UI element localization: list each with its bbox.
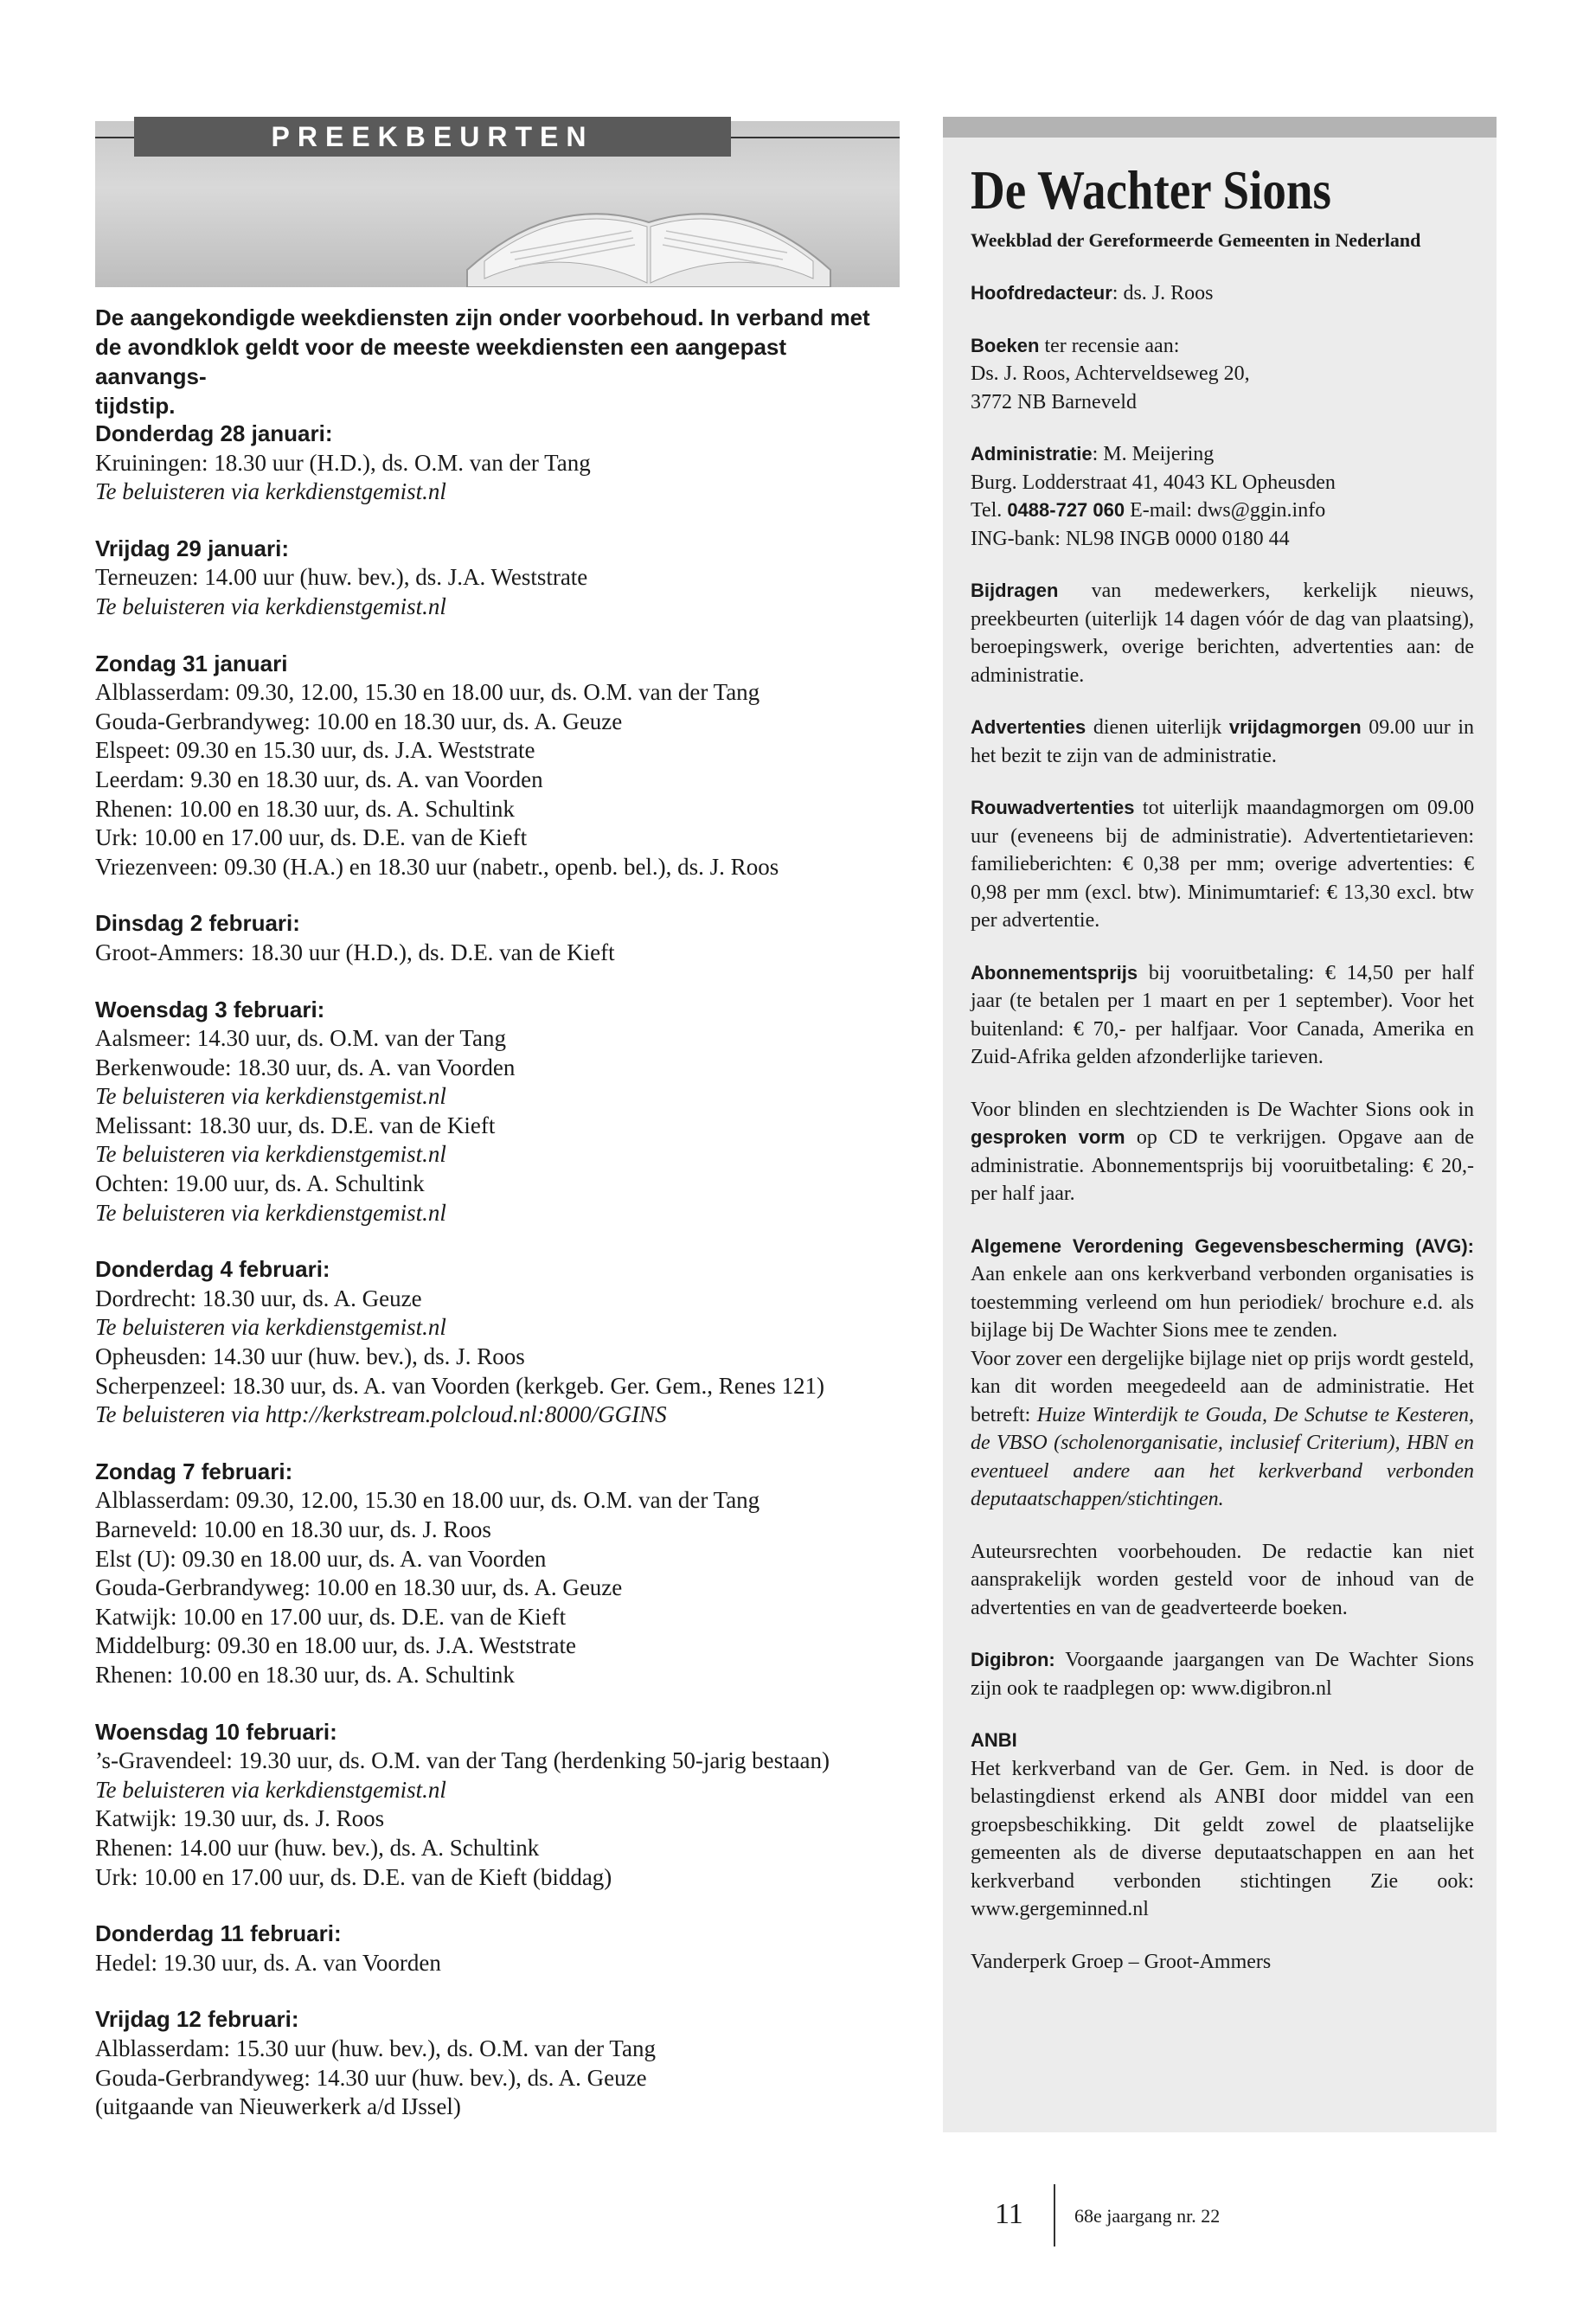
service-line: Berkenwoude: 18.30 uur, ds. A. van Voorden: [95, 1054, 516, 1080]
open-book-icon: [450, 140, 848, 287]
anbi: ANBI Het kerkverband van de Ger. Gem. in Ned. is door de belastingdienst erkend als ANBI door middel van een groepsbeschikking. Dit geldt zowel de plaatselijke gemeenten als de diverse deputaatschappen en aan het kerkverband verbonden stichtingen Zie ook: www.gergeminned.nl: [971, 1729, 1474, 1920]
section-title: PREEKBEURTEN: [134, 117, 731, 157]
service-day: [95, 420, 926, 507]
service-line: Rhenen: 10.00 en 18.30 uur, ds. A. Schultink: [95, 1661, 515, 1688]
broadcast-note: Te beluisteren via kerkdienstgemist.nl: [95, 1141, 446, 1168]
day-title: Donderdag 28 januari:: [95, 420, 333, 446]
colophon-top-bar: [943, 117, 1497, 138]
broadcast-note: Te beluisteren via kerkdienstgemist.nl: [95, 1314, 446, 1341]
broadcast-note: Te beluisteren via kerkdienstgemist.nl: [95, 1199, 446, 1226]
administratie: Administratie: M. Meijering Burg. Lodderstraat 41, 4043 KL Opheusden Tel. 0488-727 060 E-mail: dws@ggin.info ING-bank: NL98 INGB 0000 0180 44: [971, 443, 1336, 550]
day-title: Dinsdag 2 februari:: [95, 910, 300, 937]
day-title: Donderdag 4 februari:: [95, 1256, 330, 1283]
service-line: Alblasserdam: 15.30 uur (huw. bev.), ds. O.M. van der Tang: [95, 2035, 656, 2061]
service-line: Alblasserdam: 09.30, 12.00, 15.30 en 18.00 uur, ds. O.M. van der Tang: [95, 1487, 760, 1514]
service-line: Groot-Ammers: 18.30 uur (H.D.), ds. D.E. van de Kieft: [95, 939, 615, 965]
broadcast-note: Te beluisteren via kerkdienstgemist.nl: [95, 593, 446, 619]
service-line: Alblasserdam: 09.30, 12.00, 15.30 en 18.00 uur, ds. O.M. van der Tang: [95, 679, 760, 706]
auteursrecht: Auteursrechten voorbehouden. De redactie kan niet aansprakelijk worden gesteld voor de inhoud van de advertenties en van de geadverteerde boeken.: [971, 1540, 1474, 1619]
service-line: Gouda-Gerbrandyweg: 14.30 uur (huw. bev.), ds. A. Geuze: [95, 2064, 647, 2091]
page-number: 11: [995, 2198, 1023, 2230]
service-schedule: [95, 420, 926, 2150]
rouwadvertenties: Rouwadvertenties tot uiterlijk maandagmorgen om 09.00 uur (eveneens bij de administratie). Advertentietarieven: familieberichten: € 0,38 per mm; overige advertenties: € 0,98 per mm (excl. btw). Minimumtarief: € 13,30 excl. btw per advertentie.: [971, 797, 1474, 932]
service-day: [95, 650, 926, 882]
intro-text: [95, 303, 900, 420]
broadcast-note: Te beluisteren via kerkdienstgemist.nl: [95, 1083, 446, 1110]
day-title: Zondag 31 januari: [95, 650, 288, 676]
day-title: Zondag 7 februari:: [95, 1458, 293, 1484]
hoofdredacteur: Hoofdredacteur: ds. J. Roos: [971, 282, 1214, 304]
service-line: Rhenen: 10.00 en 18.30 uur, ds. A. Schultink: [95, 795, 515, 822]
service-line: Dordrecht: 18.30 uur, ds. A. Geuze: [95, 1285, 422, 1311]
service-line: Middelburg: 09.30 en 18.00 uur, ds. J.A. Weststrate: [95, 1632, 576, 1659]
masthead-subtitle: Weekblad der Gereformeerde Gemeenten in Nederland: [971, 229, 1421, 251]
advertenties: Advertenties dienen uiterlijk vrijdagmorgen 09.00 uur in het bezit te zijn van de administratie.: [971, 716, 1474, 767]
service-day: [95, 1718, 926, 1893]
service-line: Kruiningen: 18.30 uur (H.D.), ds. O.M. van der Tang: [95, 449, 591, 476]
bijdragen: Bijdragen van medewerkers, kerkelijk nieuws, preekbeurten (uiterlijk 14 dagen vóór de dag van plaatsing), beroepingswerk, overige berichten, advertenties aan: de administratie.: [971, 580, 1474, 687]
day-title: Vrijdag 29 januari:: [95, 535, 289, 561]
service-day: [95, 1920, 926, 1977]
day-title: Donderdag 11 februari:: [95, 1920, 342, 1947]
issue-label: 68e jaargang nr. 22: [1074, 2205, 1221, 2227]
service-line: Rhenen: 14.00 uur (huw. bev.), ds. A. Schultink: [95, 1834, 540, 1861]
drukker: Vanderperk Groep – Groot-Ammers: [971, 1950, 1272, 1973]
service-line: ’s-Gravendeel: 19.30 uur, ds. O.M. van der Tang (herdenking 50-jarig bestaan): [95, 1747, 830, 1774]
service-line: Gouda-Gerbrandyweg: 10.00 en 18.30 uur, ds. A. Geuze: [95, 1574, 623, 1601]
intro-line: tijdstip.: [95, 393, 176, 419]
colophon-panel: [943, 117, 1497, 2132]
day-title: Woensdag 3 februari:: [95, 996, 325, 1022]
intro-line: De aangekondigde weekdiensten zijn onder voorbehoud. In verband met: [95, 304, 870, 330]
service-day: [95, 996, 926, 1228]
footer-divider: [1054, 2184, 1055, 2247]
service-line: Gouda-Gerbrandyweg: 10.00 en 18.30 uur, ds. A. Geuze: [95, 708, 623, 734]
service-day: [95, 1458, 926, 1690]
service-line: Katwijk: 10.00 en 17.00 uur, ds. D.E. van de Kieft: [95, 1603, 567, 1630]
broadcast-note: Te beluisteren via kerkdienstgemist.nl: [95, 478, 446, 505]
service-line: Hedel: 19.30 uur, ds. A. van Voorden: [95, 1949, 441, 1976]
broadcast-note: Te beluisteren via kerkdienstgemist.nl: [95, 1776, 446, 1803]
service-line: Scherpenzeel: 18.30 uur, ds. A. van Voorden (kerkgeb. Ger. Gem., Renes 121): [95, 1372, 824, 1399]
service-line: Opheusden: 14.30 uur (huw. bev.), ds. J. Roos: [95, 1343, 525, 1370]
service-day: [95, 2005, 926, 2121]
service-line: Vriezenveen: 09.30 (H.A.) en 18.30 uur (nabetr., openb. bel.), ds. J. Roos: [95, 853, 779, 880]
service-line: Leerdam: 9.30 en 18.30 uur, ds. A. van Voorden: [95, 766, 543, 792]
page-footer: [0, 2184, 1596, 2253]
digibron: Digibron: Voorgaande jaargangen van De Wachter Sions zijn ook te raadplegen op: www.digibron.nl: [971, 1649, 1474, 1700]
service-day: [95, 909, 926, 967]
service-line: Ochten: 19.00 uur, ds. A. Schultink: [95, 1170, 425, 1197]
service-line: Aalsmeer: 14.30 uur, ds. O.M. van der Tang: [95, 1025, 506, 1052]
service-day: [95, 1255, 926, 1430]
service-line: Barneveld: 10.00 en 18.30 uur, ds. J. Roos: [95, 1516, 491, 1542]
service-line: Urk: 10.00 en 17.00 uur, ds. D.E. van de Kieft (biddag): [95, 1863, 612, 1890]
day-title: Woensdag 10 februari:: [95, 1718, 337, 1745]
broadcast-note: Te beluisteren via http://kerkstream.polcloud.nl:8000/GGINS: [95, 1401, 667, 1428]
service-line: Elspeet: 09.30 en 15.30 uur, ds. J.A. Weststrate: [95, 737, 535, 764]
service-line: (uitgaande van Nieuwerkerk a/d IJssel): [95, 2093, 461, 2120]
service-day: [95, 535, 926, 622]
intro-line: de avondklok geldt voor de meeste weekdiensten een aangepast aanvangs-: [95, 334, 787, 389]
abonnementsprijs: Abonnementsprijs bij vooruitbetaling: € 14,50 per half jaar (te betalen per 1 maart en per 1 september). Voor het buitenland: € 70,- per halfjaar. Voor Canada, Amerika en Zuid-Afrika gelden afzonderlijke tarieven.: [971, 961, 1474, 1068]
colophon-info: [971, 279, 1474, 2000]
service-line: Urk: 10.00 en 17.00 uur, ds. D.E. van de Kieft: [95, 824, 528, 851]
service-line: Terneuzen: 14.00 uur (huw. bev.), ds. J.A. Weststrate: [95, 564, 588, 591]
masthead-title: De Wachter Sions: [971, 159, 1331, 221]
avg: Algemene Verordening Gegevensbescherming (AVG): Aan enkele aan ons kerkverband verbonden organisaties is toestemming verleend om hun periodiek/ brochure e.d. als bijlage bij De Wachter Sions mee te zenden. Voor zover een dergelijke bijlage niet op prijs wordt gesteld, kan dit worden meegedeeld aan de administratie. Het betreft: Huize Winterdijk te Gouda, De Schutse te Kesteren, de VBSO (scholenorganisatie, inclusief Criterium), HBN en eventueel andere aan het kerkverband verbonden deputaatschappen/stichtingen.: [971, 1234, 1475, 1510]
service-line: Melissant: 18.30 uur, ds. D.E. van de Kieft: [95, 1112, 496, 1138]
service-line: Elst (U): 09.30 en 18.00 uur, ds. A. van Voorden: [95, 1545, 547, 1572]
blinden: Voor blinden en slechtzienden is De Wachter Sions ook in gesproken vorm op CD te verkrijgen. Opgave aan de administratie. Abonnementsprijs bij vooruitbetaling: € 20,- per half jaar.: [971, 1098, 1474, 1205]
service-line: Katwijk: 19.30 uur, ds. J. Roos: [95, 1805, 385, 1832]
boeken: Boeken ter recensie aan: Ds. J. Roos, Achterveldseweg 20, 3772 NB Barneveld: [971, 334, 1250, 413]
day-title: Vrijdag 12 februari:: [95, 2006, 299, 2033]
